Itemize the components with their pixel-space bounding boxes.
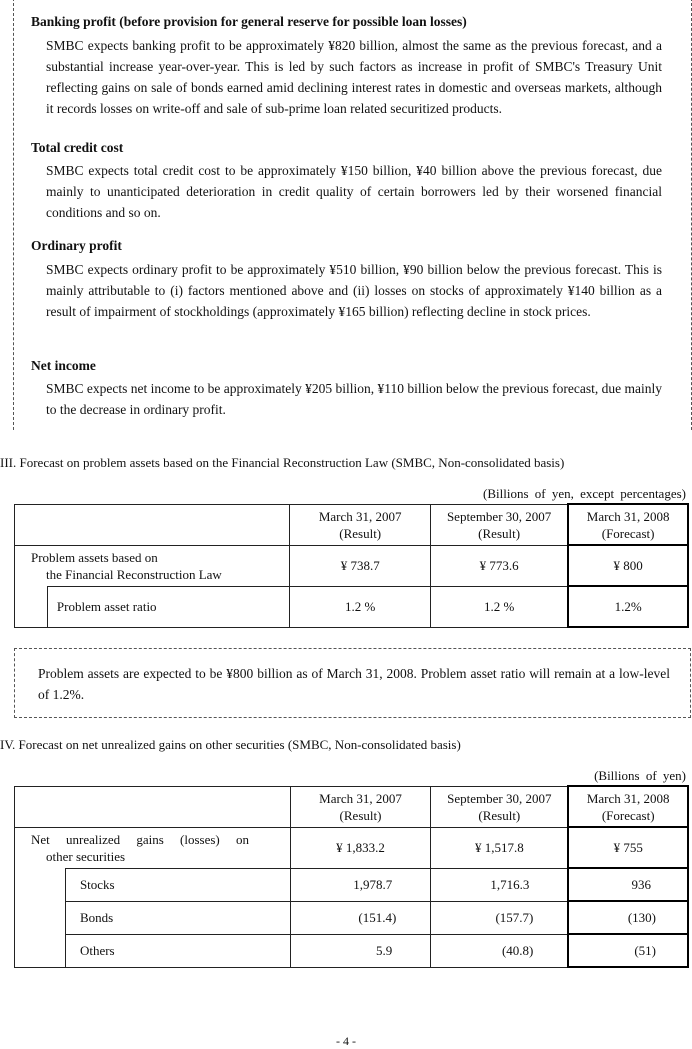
col-header-mar2008: March 31, 2008 (Forecast) [568,504,688,545]
unrealized-gains-table [14,785,689,968]
table-row [15,545,689,586]
table-header-row [15,786,689,827]
col-header-mar2008: March 31, 2008 (Forecast) [568,786,688,827]
table-row [15,934,689,967]
indent-cell [15,901,66,934]
others-label: Others [65,934,290,967]
indent-cell [15,934,66,967]
problem-ratio-label: Problem asset ratio [47,586,289,627]
banking-profit-text: SMBC expects banking profit to be approximately ¥820 billion, almost the same as the previous forecast, and a substantial increase year-over-year. This is led by such factors as increase in profit of SMBC's Treasury Unit reflecting gains on sale of bonds earned amid declining interest rates in domestic and overseas markets, although it records losses on write-off and sale of sub-prime loan related securitized products. [46,38,662,116]
table-row [15,586,689,627]
value-cell: 1.2 % [290,586,431,627]
problem-assets-label: Problem assets based on the Financial Reconstruction Law [15,545,290,586]
bonds-label: Bonds [65,901,290,934]
section4-unit: (Billions of yen) [594,768,686,783]
col-header-sep2007: September 30, 2007 (Result) [431,786,569,827]
table-header-row [15,504,689,545]
section3-note: Problem assets are expected to be ¥800 billion as of March 31, 2008. Problem asset ratio will remain at a low-level of 1.2%. [38,666,670,702]
forecast-value-cell: 936 [568,868,688,901]
problem-assets-table [14,503,689,628]
value-cell: (40.8) [431,934,569,967]
net-income-heading: Net income [31,358,96,373]
value-cell: ¥ 738.7 [290,545,431,586]
table-row [15,901,689,934]
section4-title: IV. Forecast on net unrealized gains on other securities (SMBC, Non-consolidated basis) [0,737,461,752]
net-income-text: SMBC expects net income to be approximately ¥205 billion, ¥110 billion below the previous forecast, due mainly to the decrease in ordinary profit. [46,381,662,417]
value-cell: (157.7) [431,901,569,934]
stocks-label: Stocks [65,868,290,901]
ordinary-profit-text: SMBC expects ordinary profit to be approximately ¥510 billion, ¥90 billion below the previous forecast. This is mainly attributable to (i) factors mentioned above and (ii) losses on stocks of approximately ¥140 billion as a result of impairment of stockholdings (approximately ¥165 billion) reflecting decline in stock prices. [46,262,662,319]
col-header-mar2007: March 31, 2007 (Result) [290,786,431,827]
ordinary-profit-heading: Ordinary profit [31,238,122,253]
value-cell: ¥ 1,833.2 [290,827,431,868]
indent-cell [15,868,66,901]
credit-cost-heading: Total credit cost [31,140,124,155]
forecast-value-cell: 1.2% [568,586,688,627]
banking-profit-heading: Banking profit (before provision for general reserve for possible loan losses) [31,14,467,29]
value-cell: 1,978.7 [290,868,431,901]
net-unrealized-label: Net unrealized gains (losses) on other securities [15,827,291,868]
value-cell: (151.4) [290,901,431,934]
header-blank-cell [15,786,291,827]
forecast-value-cell: (130) [568,901,688,934]
value-cell: ¥ 1,517.8 [431,827,569,868]
indent-cell [15,586,48,627]
section3-title: III. Forecast on problem assets based on the Financial Reconstruction Law (SMBC, Non-consolidated basis) [0,455,565,470]
section3-unit: (Billions of yen, except percentages) [483,486,686,501]
forecast-value-cell: ¥ 755 [568,827,688,868]
col-header-sep2007: September 30, 2007 (Result) [431,504,569,545]
col-header-mar2007: March 31, 2007 (Result) [290,504,431,545]
forecast-value-cell: (51) [568,934,688,967]
value-cell: 1.2 % [431,586,569,627]
header-blank-cell [15,504,290,545]
table-row [15,868,689,901]
page-number: - 4 - [336,1034,356,1048]
value-cell: 5.9 [290,934,431,967]
value-cell: 1,716.3 [431,868,569,901]
table-row [15,827,689,868]
credit-cost-text: SMBC expects total credit cost to be approximately ¥150 billion, ¥40 billion above the previous forecast, due mainly to unanticipated deterioration in credit quality of certain borrowers led by their worsened financial conditions and so on. [46,163,662,220]
value-cell: ¥ 773.6 [431,545,569,586]
forecast-value-cell: ¥ 800 [568,545,688,586]
